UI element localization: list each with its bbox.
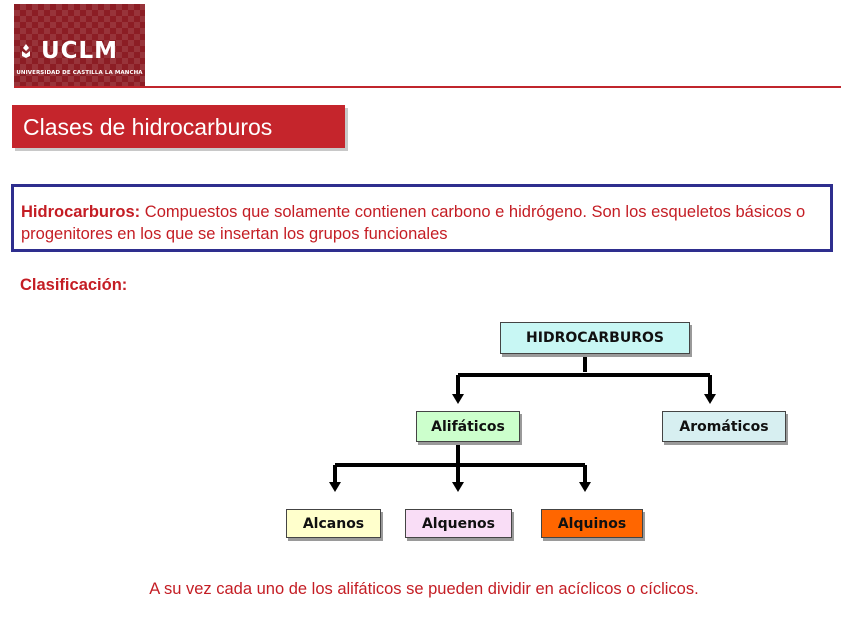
logo-subtitle: UNIVERSIDAD DE CASTILLA LA MANCHA bbox=[16, 70, 143, 76]
page-title: Clases de hidrocarburos bbox=[23, 114, 273, 140]
tree-node-alkanes-label: Alcanos bbox=[302, 515, 365, 532]
classification-heading: Clasificación: bbox=[20, 276, 128, 294]
definition-term: Hidrocarburos: bbox=[21, 203, 141, 221]
definition-body: Compuestos que solamente contienen carbono e hidrógeno. Son los esqueletos básicos o progenitores en los que se insertan los grupos funcionales bbox=[21, 203, 806, 243]
tree-node-aromatic bbox=[662, 411, 786, 442]
tree-node-aliphatic bbox=[416, 411, 520, 442]
tree-node-aromatic-label: Aromáticos bbox=[679, 418, 769, 435]
tree-node-hydrocarbons bbox=[500, 322, 690, 354]
tree-node-alkynes bbox=[541, 509, 643, 538]
tree-node-aliphatic-label: Alifáticos bbox=[431, 418, 505, 435]
tree-node-alkenes-label: Alquenos bbox=[421, 515, 496, 532]
tree-node-alkynes-label: Alquinos bbox=[557, 515, 627, 532]
footer-note: A su vez cada uno de los alifáticos se pueden dividir en acíclicos o cíclicos. bbox=[149, 580, 699, 598]
logo-wordmark: UCLM bbox=[40, 38, 119, 64]
tree-node-alkanes bbox=[286, 509, 381, 538]
tree-node-alkenes bbox=[405, 509, 512, 538]
tree-node-hydrocarbons-label: HIDROCARBUROS bbox=[526, 330, 664, 346]
